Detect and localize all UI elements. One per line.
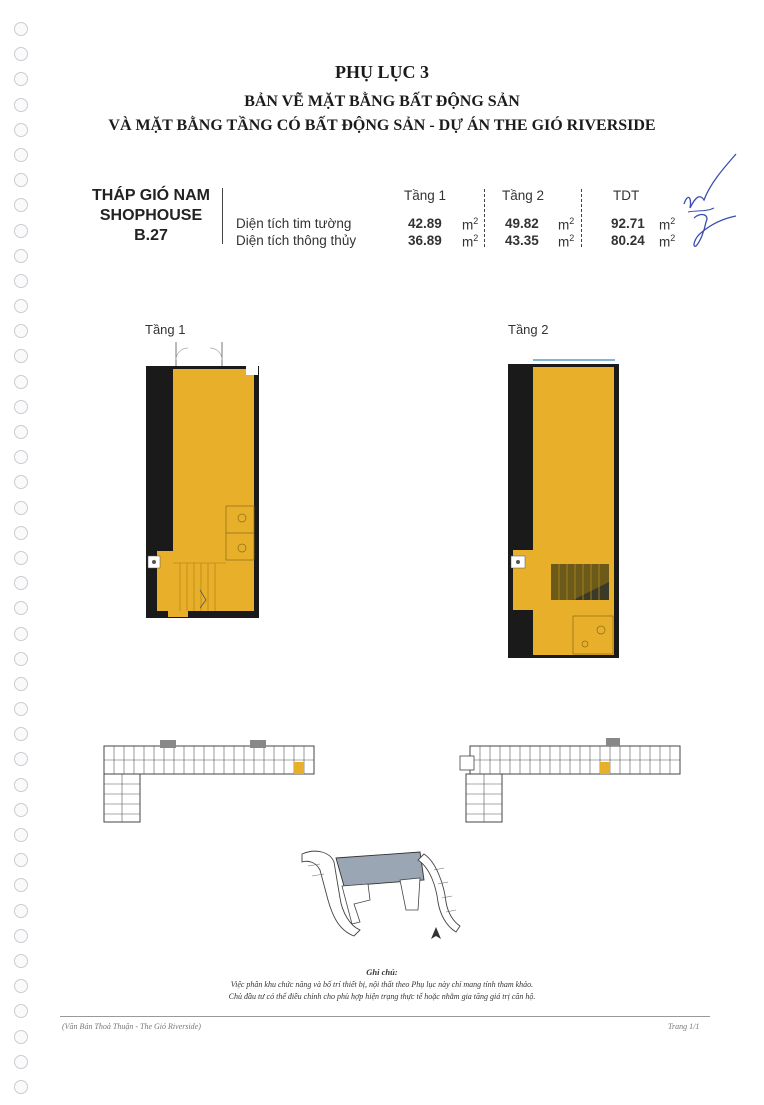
unit-identifier <box>82 186 220 246</box>
unit-label: $m^2$ <box>558 233 575 250</box>
floor2-plan <box>503 354 628 660</box>
col-floor1-header: Tầng 1 <box>404 188 447 203</box>
unit-type: SHOPHOUSE <box>99 207 203 224</box>
site-plan <box>296 840 466 940</box>
unit-label: $m^2$ <box>462 233 479 250</box>
drawing-title: BẢN VẼ MẶT BẰNG BẤT ĐỘNG SẢN <box>244 93 520 110</box>
value-gross-floor2: 49.82 <box>505 216 539 231</box>
appendix-title: PHỤ LỤC 3 <box>335 62 429 82</box>
note-line-2: Chủ đầu tư có thể điều chỉnh cho phù hợp hiện trạng thực tế hoặc nhằm gia tăng giá trị căn hộ. <box>228 992 536 1001</box>
page-number: Trang 1/1 <box>668 1022 700 1031</box>
unit-label: $m^2$ <box>659 216 676 233</box>
unit-code: B.27 <box>134 227 168 244</box>
note-title: Ghi chú: <box>366 967 398 977</box>
tower-name: THÁP GIÓ NAM <box>92 187 210 204</box>
column-separator <box>484 189 485 247</box>
floor1-key-plan <box>100 736 320 826</box>
value-gross-total: 92.71 <box>611 216 645 231</box>
divider <box>222 188 223 244</box>
row-label-net: Diện tích thông thủy <box>236 233 357 248</box>
unit-label: $m^2$ <box>558 216 575 233</box>
value-net-total: 80.24 <box>611 233 645 248</box>
value-gross-floor1: 42.89 <box>408 216 442 231</box>
value-net-floor1: 36.89 <box>408 233 442 248</box>
row-label-gross: Diện tích tim tường <box>236 216 352 231</box>
col-total-header: TDT <box>613 188 640 203</box>
unit-label: $m^2$ <box>462 216 479 233</box>
footer-rule <box>60 1016 710 1017</box>
note-line-1: Việc phân khu chức năng và bố trí thiết bị, nội thất theo Phụ lục này chỉ mang tính tham khảo. <box>230 980 534 989</box>
col-floor2-header: Tầng 2 <box>502 188 545 203</box>
footer-left: (Văn Bản Thoả Thuận - The Gió Riverside) <box>62 1022 201 1031</box>
value-net-floor2: 43.35 <box>505 233 539 248</box>
binder-holes <box>14 22 36 1105</box>
floor1-caption: Tầng 1 <box>145 322 186 337</box>
project-title: VÀ MẶT BẰNG TẦNG CÓ BẤT ĐỘNG SẢN - DỰ ÁN THE GIÓ RIVERSIDE <box>108 117 656 134</box>
north-arrow-icon <box>428 926 444 942</box>
floor2-key-plan <box>456 736 686 826</box>
column-separator <box>581 189 582 247</box>
floor1-plan <box>140 338 265 620</box>
unit-label: $m^2$ <box>659 233 676 250</box>
signature <box>670 152 740 252</box>
floor2-caption: Tầng 2 <box>508 322 549 337</box>
